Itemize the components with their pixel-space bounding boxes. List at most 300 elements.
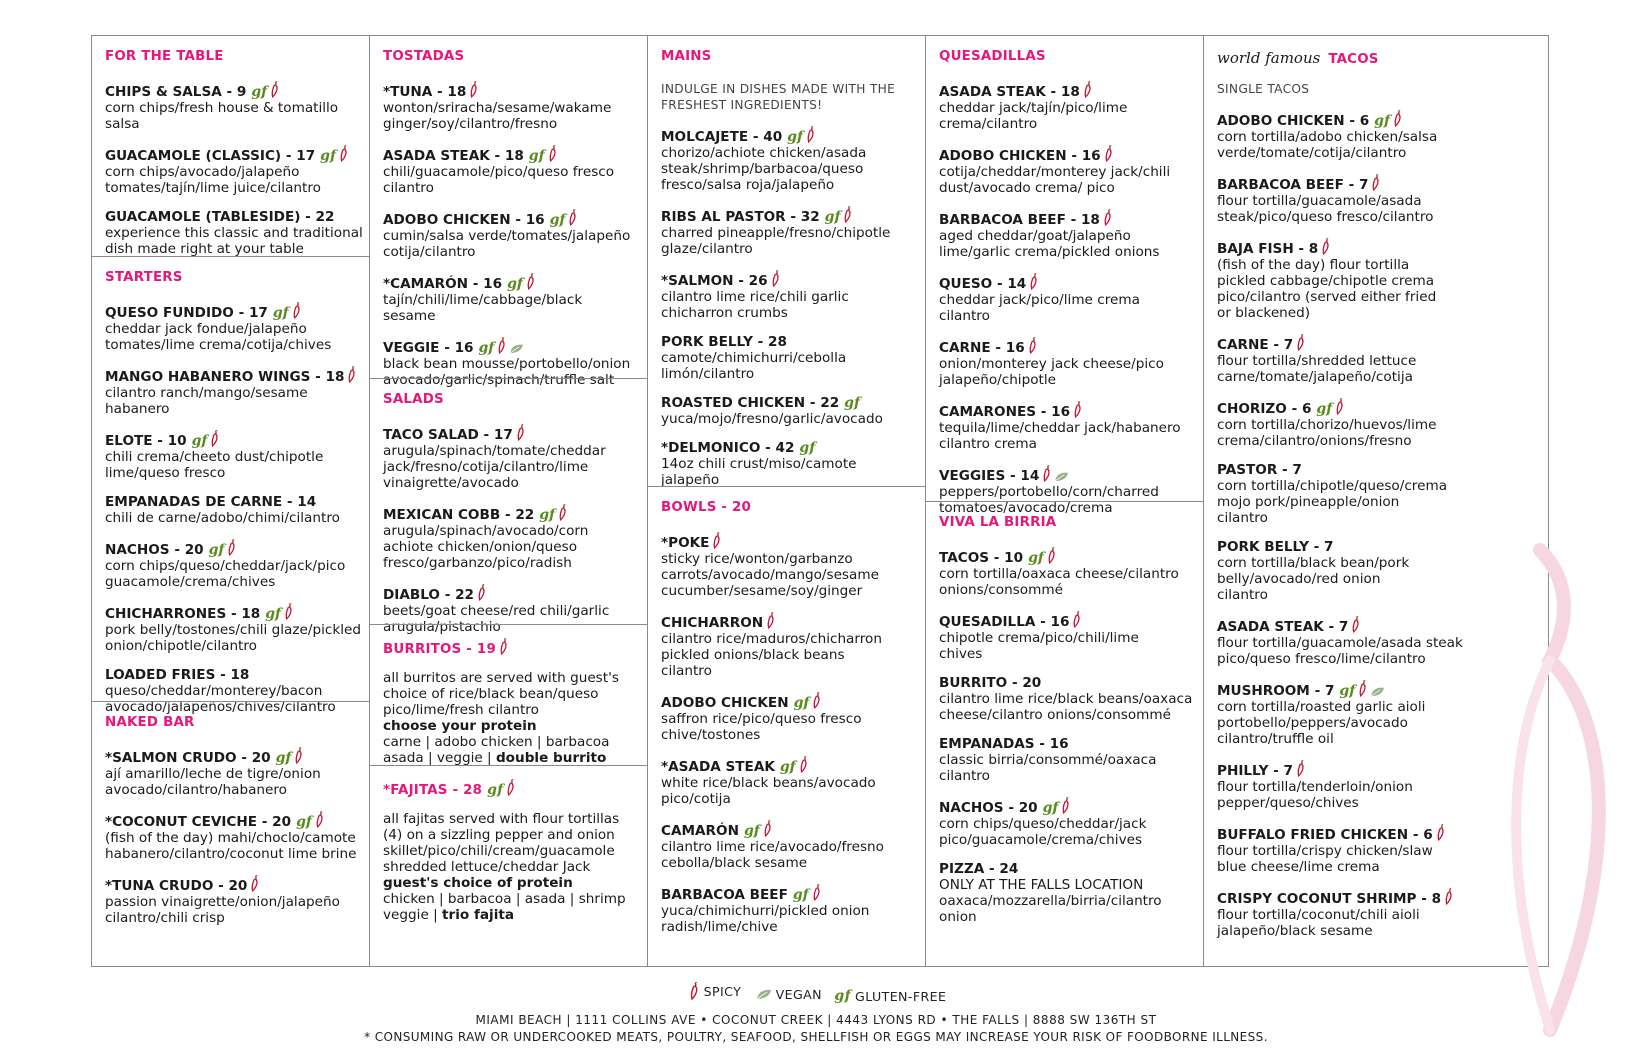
item-name-text: CAMARÓN: [661, 823, 739, 839]
spicy-pepper-icon: [476, 584, 487, 601]
vegan-leaf-icon: [509, 343, 524, 354]
item-name: [105, 494, 369, 510]
item-name-text: PHILLY - 7: [1217, 763, 1294, 779]
item-description: tequila/lime/cheddar jack/habanero cilantro crema: [939, 420, 1181, 452]
item-description: flour tortilla/guacamole/asada steak pico/queso fresco/lime/cilantro: [1217, 635, 1463, 667]
item-description: corn tortilla/adobo chicken/salsa verde/tomate/cotija/cilantro: [1217, 129, 1438, 161]
menu-item: [1217, 462, 1550, 526]
item-name: [105, 145, 369, 164]
spicy-pepper-icon: [688, 982, 700, 1000]
item-name-text: CARNE - 7: [1217, 337, 1294, 353]
item-name: [383, 209, 647, 228]
item-description: chili de carne/adobo/chimi/cilantro: [105, 510, 340, 526]
item-name: [939, 675, 1203, 691]
spicy-pepper-icon: [338, 145, 349, 162]
item-name: [383, 584, 647, 603]
menu-item: [661, 756, 925, 807]
spicy-pepper-icon: [468, 81, 479, 98]
item-name: [661, 820, 925, 839]
item-name: [383, 81, 647, 100]
gluten-free-mark: gf: [208, 542, 225, 558]
gluten-free-mark: gf: [528, 148, 545, 164]
item-name-text: ROASTED CHICKEN - 22: [661, 395, 840, 411]
item-description: arugula/spinach/avocado/corn achiote chicken/onion/queso fresco/garbanzo/pico/radish: [383, 523, 589, 571]
section-title: [939, 49, 1203, 68]
item-name-text: MUSHROOM - 7: [1217, 683, 1335, 699]
item-description: queso/cheddar/monterey/bacon avocado/jalapeños/chives/cilantro: [105, 683, 336, 715]
item-description: ONLY AT THE FALLS LOCATION oaxaca/mozzarella/birria/cilantro onion: [939, 877, 1162, 925]
spicy-pepper-icon: [314, 811, 325, 828]
item-description: saffron rice/pico/queso fresco chive/tostones: [661, 711, 862, 743]
item-description: cilantro rice/maduros/chicharron pickled onions/black beans cilantro: [661, 631, 882, 679]
menu-item: [661, 884, 925, 935]
item-name-text: ADOBO CHICKEN - 6: [1217, 113, 1370, 129]
legend-gluten-free: [834, 988, 946, 1004]
item-name: [661, 756, 925, 775]
item-description: sticky rice/wonton/garbanzo carrots/avocado/mango/sesame cucumber/sesame/soy/ginger: [661, 551, 879, 599]
gluten-free-mark: gf: [478, 340, 495, 356]
item-name-text: BURRITO - 20: [939, 675, 1042, 691]
item-name: [105, 430, 369, 449]
item-name-text: ADOBO CHICKEN - 16: [939, 148, 1101, 164]
item-name: [105, 302, 369, 321]
item-description: chili crema/cheeto dust/chipotle lime/queso fresco: [105, 449, 324, 481]
item-description: flour tortilla/coconut/chili aioli jalapeño/black sesame: [1217, 907, 1420, 939]
menu-item: [939, 145, 1203, 196]
item-name: [1217, 110, 1550, 129]
item-name-text: *ASADA STEAK: [661, 759, 775, 775]
section-title-text: BOWLS - 20: [661, 500, 752, 515]
choice-line: chicken | barbacoa | asada | shrimp: [383, 891, 626, 907]
menu-section: [648, 486, 925, 966]
menu-item: [383, 81, 647, 132]
menu-item: [105, 209, 369, 257]
gluten-free-mark: gf: [272, 305, 289, 321]
spicy-pepper-icon: [762, 820, 773, 837]
item-name: [661, 612, 925, 631]
item-name: [661, 692, 925, 711]
item-description: cumin/salsa verde/tomates/jalapeño cotija/cilantro: [383, 228, 631, 260]
item-name: [661, 395, 925, 411]
spicy-pepper-icon: [1370, 174, 1381, 191]
section-script-title: world famous: [1217, 49, 1321, 67]
item-name-text: VEGGIES - 14: [939, 468, 1040, 484]
legend-spicy-label: SPICY: [703, 983, 742, 999]
menu-column: [92, 36, 370, 966]
gluten-free-mark: gf: [844, 395, 860, 411]
item-name-text: CARNE - 16: [939, 340, 1025, 356]
gluten-free-mark: gf: [1316, 401, 1333, 417]
menu-item: [939, 337, 1203, 388]
menu-item: [661, 395, 925, 427]
section-title: [383, 49, 647, 68]
spicy-pepper-icon: [567, 209, 578, 226]
menu-item: [661, 126, 925, 193]
menu-item: [105, 302, 369, 353]
item-description: chorizo/achiote chicken/asada steak/shrimp/barbacoa/queso fresco/salsa roja/jalapeño: [661, 145, 867, 193]
item-name: [105, 209, 369, 225]
item-name: [661, 270, 925, 289]
item-description: flour tortilla/guacamole/asada steak/pico/queso fresco/cilantro: [1217, 193, 1434, 225]
section-title: [383, 392, 647, 411]
item-description: beets/goat cheese/red chili/garlic arugula/pistachio: [383, 603, 610, 635]
item-name-text: CAMARONES - 16: [939, 404, 1071, 420]
menu-section: [926, 501, 1203, 966]
section-title-text: NAKED BAR: [105, 715, 195, 730]
section-title: [105, 270, 369, 289]
item-description: wonton/sriracha/sesame/wakame ginger/soy/cilantro/fresno: [383, 100, 612, 132]
item-name-text: ASADA STEAK - 7: [1217, 619, 1349, 635]
spicy-pepper-icon: [1046, 547, 1057, 564]
item-name: [1217, 334, 1550, 353]
vegan-leaf-icon: [1054, 471, 1069, 482]
gluten-free-mark: gf: [1042, 800, 1059, 816]
item-name: [383, 337, 647, 356]
item-name-text: *CAMARÓN - 16: [383, 276, 503, 292]
item-description: flour tortilla/shredded lettuce carne/tomate/jalapeño/cotija: [1217, 353, 1417, 385]
menu-item: [661, 820, 925, 871]
spicy-pepper-icon: [547, 145, 558, 162]
spicy-pepper-icon: [525, 273, 536, 290]
section-title-text: STARTERS: [105, 270, 183, 285]
item-name: [1217, 238, 1550, 257]
item-name: [105, 875, 369, 894]
item-name-text: PORK BELLY - 7: [1217, 539, 1334, 555]
gluten-free-mark: gf: [296, 814, 312, 830]
menu-item: [105, 81, 369, 132]
legend-gluten-free-label: GLUTEN-FREE: [855, 988, 947, 1004]
item-name-text: GUACAMOLE (TABLESIDE) - 22: [105, 209, 335, 225]
item-name-text: PASTOR - 7: [1217, 462, 1302, 478]
item-description: corn tortilla/chipotle/queso/crema mojo pork/pineapple/onion cilantro: [1217, 478, 1448, 526]
item-name: [105, 81, 369, 100]
choice-line-text: asada | veggie |: [383, 750, 496, 766]
gluten-free-mark: gf: [1339, 683, 1356, 699]
item-name: [383, 424, 647, 443]
gluten-free-mark: gf: [824, 209, 841, 225]
pepper-watermark-icon: [1490, 540, 1610, 1044]
section-title-text: MAINS: [661, 49, 712, 64]
menu-frame: [91, 35, 1549, 967]
spicy-pepper-icon: [1102, 209, 1113, 226]
item-description: cheddar jack/tajín/pico/lime crema/cilantro: [939, 100, 1128, 132]
vegan-leaf-icon: [1370, 686, 1385, 697]
item-name: [1217, 174, 1550, 193]
section-title-text: TACOS: [1328, 52, 1379, 67]
spicy-pepper-icon: [1435, 824, 1446, 841]
gluten-free-mark: gf: [275, 750, 292, 766]
item-description: onion/monterey jack cheese/pico jalapeño/chipotle: [939, 356, 1164, 388]
item-description: corn tortilla/chorizo/huevos/lime crema/cilantro/onions/fresno: [1217, 417, 1437, 449]
item-name-text: *SALMON CRUDO - 20: [105, 750, 271, 766]
choice-bold: double burrito: [495, 750, 607, 766]
item-name-text: QUESADILLA - 16: [939, 614, 1070, 630]
spicy-pepper-icon: [1071, 611, 1082, 628]
item-name-text: ELOTE - 10: [105, 433, 187, 449]
spicy-pepper-icon: [515, 424, 526, 441]
spicy-pepper-icon: [805, 126, 816, 143]
section-intro: all fajitas served with flour tortillas (4) on a sizzling pepper and onion skillet/pico/chili/cream/guacamole shredded lettuce/cheddar Jack: [383, 811, 620, 875]
menu-item: [1217, 398, 1550, 449]
menu-item: [939, 675, 1203, 723]
footer-warning: * CONSUMING RAW OR UNDERCOOKED MEATS, POULTRY, SEAFOOD, SHELLFISH OR EGGS MAY INCREASE YOUR RISK OF FOODBORNE ILLNESS.: [364, 1030, 1268, 1044]
item-name-text: ASADA STEAK - 18: [383, 148, 524, 164]
menu-item: [105, 875, 369, 926]
choice-line: [383, 750, 647, 766]
spicy-pepper-icon: [249, 875, 260, 892]
section-title-text: QUESADILLAS: [939, 49, 1046, 64]
item-description: cilantro ranch/mango/sesame habanero: [105, 385, 308, 417]
choice-title: choose your protein: [383, 718, 537, 734]
item-name-text: BARBACOA BEEF: [661, 887, 788, 903]
item-name-text: TACO SALAD - 17: [383, 427, 513, 443]
item-name: [661, 440, 925, 456]
item-description: cilantro lime rice/black beans/oaxaca cheese/cilantro onions/consommé: [939, 691, 1193, 723]
menu-item: [105, 811, 369, 862]
item-description: yuca/mojo/fresno/garlic/avocado: [661, 411, 883, 427]
item-name: [939, 861, 1203, 877]
menu-item: [105, 494, 369, 526]
spicy-pepper-icon: [842, 206, 853, 223]
menu-item: [383, 504, 647, 571]
item-name-text: CRISPY COCONUT SHRIMP - 8: [1217, 891, 1442, 907]
item-name-text: *DELMONICO - 42: [661, 440, 795, 456]
item-name-text: MEXICAN COBB - 22: [383, 507, 535, 523]
choice-title: guest's choice of protein: [383, 875, 573, 891]
section-title: [939, 515, 1203, 534]
item-description: 14oz chili crust/miso/camote jalapeño: [661, 456, 857, 488]
menu-item: [383, 145, 647, 196]
item-description: cilantro lime rice/chili garlic chicharron crumbs: [661, 289, 849, 321]
item-name: [939, 81, 1203, 100]
item-name-text: QUESO FUNDIDO - 17: [105, 305, 268, 321]
spicy-pepper-icon: [1350, 616, 1361, 633]
item-name-text: *TUNA CRUDO - 20: [105, 878, 248, 894]
menu-item: [105, 603, 369, 654]
item-name-text: CHICHARRONES - 18: [105, 606, 261, 622]
menu-item: [939, 401, 1203, 452]
vegan-leaf-icon: [756, 988, 772, 1000]
spicy-pepper-icon: [811, 884, 822, 901]
menu-column: [648, 36, 926, 966]
spicy-pepper-icon: [1357, 680, 1368, 697]
item-name-text: MANGO HABANERO WINGS - 18: [105, 369, 345, 385]
item-name-text: ADOBO CHICKEN: [661, 695, 789, 711]
item-description: yuca/chimichurri/pickled onion radish/lime/chive: [661, 903, 870, 935]
item-name: [661, 334, 925, 350]
legend-vegan: [754, 987, 822, 1002]
item-name-text: NACHOS - 20: [105, 542, 204, 558]
menu-item: [939, 797, 1203, 848]
item-name: [939, 145, 1203, 164]
item-name-text: BAJA FISH - 8: [1217, 241, 1319, 257]
item-description: peppers/portobello/corn/charred tomatoes/avocado/crema: [939, 484, 1159, 516]
spicy-pepper-icon: [1060, 797, 1071, 814]
item-description: black bean mousse/portobello/onion avocado/garlic/spinach/truffle salt: [383, 356, 631, 388]
section-title: [105, 715, 369, 734]
menu-section: [92, 36, 369, 256]
gluten-free-mark: gf: [507, 276, 523, 292]
menu-section: [370, 624, 647, 765]
item-name-text: BUFFALO FRIED CHICKEN - 6: [1217, 827, 1433, 843]
legend: [0, 982, 1632, 1004]
gluten-free-mark: gf: [743, 823, 760, 839]
item-description: charred pineapple/fresno/chipotle glaze/cilantro: [661, 225, 891, 257]
menu-item: [661, 532, 925, 599]
spicy-pepper-icon: [209, 430, 220, 447]
menu-item: [939, 611, 1203, 662]
spicy-pepper-icon: [498, 638, 509, 655]
item-name-text: GUACAMOLE (CLASSIC) - 17: [105, 148, 316, 164]
footer-locations: MIAMI BEACH | 1111 COLLINS AVE • COCONUT CREEK | 4443 LYONS RD • THE FALLS | 8888 SW 136TH ST: [475, 1013, 1157, 1027]
spicy-pepper-icon: [1103, 145, 1114, 162]
item-name-text: ADOBO CHICKEN - 16: [383, 212, 545, 228]
item-description: corn chips/avocado/jalapeño tomates/tajín/lime juice/cilantro: [105, 164, 321, 196]
item-description: passion vinaigrette/onion/jalapeño cilantro/chili crisp: [105, 894, 340, 926]
gluten-free-mark: gf: [487, 782, 504, 798]
menu-item: [1217, 238, 1550, 321]
item-description: experience this classic and traditional dish made right at your table: [105, 225, 363, 257]
choice-bold: trio fajita: [442, 907, 515, 923]
item-name: [661, 532, 925, 551]
item-description: white rice/black beans/avocado pico/cotija: [661, 775, 876, 807]
item-description: corn chips/fresh house & tomatillo salsa: [105, 100, 339, 132]
spicy-pepper-icon: [283, 603, 294, 620]
item-name-text: BARBACOA BEEF - 18: [939, 212, 1100, 228]
spicy-pepper-icon: [811, 692, 822, 709]
spicy-pepper-icon: [293, 747, 304, 764]
item-name: [939, 209, 1203, 228]
item-name-text: CHICHARRON: [661, 615, 764, 631]
item-description: flour tortilla/crispy chicken/slaw blue cheese/lime crema: [1217, 843, 1433, 875]
menu-item: [383, 273, 647, 324]
gluten-free-mark: gf: [834, 988, 852, 1004]
gluten-free-mark: gf: [799, 440, 816, 456]
spicy-pepper-icon: [1295, 760, 1306, 777]
item-name: [383, 145, 647, 164]
item-description: corn tortilla/oaxaca cheese/cilantro onions/consommé: [939, 566, 1179, 598]
spicy-pepper-icon: [1295, 334, 1306, 351]
menu-item: [105, 747, 369, 798]
menu-item: [939, 81, 1203, 132]
item-name: [383, 504, 647, 523]
gluten-free-mark: gf: [1374, 113, 1390, 129]
item-name-text: QUESO - 14: [939, 276, 1027, 292]
item-name-text: *COCONUT CEVICHE - 20: [105, 814, 292, 830]
spicy-pepper-icon: [505, 779, 516, 796]
item-description: corn chips/queso/cheddar/jack pico/guacamole/crema/chives: [939, 816, 1147, 848]
menu-item: [939, 273, 1203, 324]
item-name: [939, 465, 1203, 484]
menu-item: [661, 612, 925, 679]
item-name: [105, 811, 369, 830]
section-title-text: *FAJITAS - 28: [383, 783, 483, 798]
item-description: arugula/spinach/tomate/cheddar jack/fresno/cotija/cilantro/lime vinaigrette/avocado: [383, 443, 606, 491]
item-name-text: ASADA STEAK - 18: [939, 84, 1080, 100]
menu-item: [661, 692, 925, 743]
item-name: [939, 547, 1203, 566]
item-description: cilantro lime rice/avocado/fresno cebolla/black sesame: [661, 839, 884, 871]
menu-section: [92, 256, 369, 715]
item-name: [939, 797, 1203, 816]
item-description: chili/guacamole/pico/queso fresco cilantro: [383, 164, 615, 196]
item-description: cheddar jack fondue/jalapeño tomates/lime crema/cotija/chives: [105, 321, 332, 353]
menu-item: [105, 145, 369, 196]
spicy-pepper-icon: [1041, 465, 1052, 482]
menu-item: [383, 209, 647, 260]
spicy-pepper-icon: [346, 366, 357, 383]
item-name: [105, 539, 369, 558]
spicy-pepper-icon: [1334, 398, 1345, 415]
item-name: [105, 667, 369, 683]
item-name-text: TACOS - 10: [939, 550, 1024, 566]
item-description: cheddar jack/pico/lime crema cilantro: [939, 292, 1140, 324]
item-name: [105, 747, 369, 766]
item-description: ají amarillo/leche de tigre/onion avocado/cilantro/habanero: [105, 766, 321, 798]
item-name-text: VEGGIE - 16: [383, 340, 474, 356]
gluten-free-mark: gf: [793, 695, 810, 711]
section-title-text: SALADS: [383, 392, 444, 407]
item-name-text: EMPANADAS DE CARNE - 14: [105, 494, 317, 510]
item-description: tajín/chili/lime/cabbage/black sesame: [383, 292, 583, 324]
menu-item: [939, 736, 1203, 784]
menu-item: [1217, 110, 1550, 161]
spicy-pepper-icon: [765, 612, 776, 629]
menu-item: [939, 209, 1203, 260]
item-name-text: BARBACOA BEEF - 7: [1217, 177, 1369, 193]
menu-item: [1217, 334, 1550, 385]
menu-column: [370, 36, 648, 966]
menu-item: [661, 334, 925, 382]
item-name: [939, 736, 1203, 752]
gluten-free-mark: gf: [320, 148, 336, 164]
item-name-text: NACHOS - 20: [939, 800, 1038, 816]
spicy-pepper-icon: [711, 532, 722, 549]
section-title-text: FOR THE TABLE: [105, 49, 224, 64]
gluten-free-mark: gf: [792, 887, 809, 903]
section-note: SINGLE TACOS: [1217, 82, 1310, 96]
legend-vegan-label: VEGAN: [775, 986, 823, 1002]
item-name: [939, 273, 1203, 292]
item-name: [939, 337, 1203, 356]
gluten-free-mark: gf: [779, 759, 796, 775]
item-description: (fish of the day) flour tortilla pickled cabbage/chipotle crema pico/cilantro (served either fried or blackened): [1217, 257, 1437, 321]
item-name-text: PORK BELLY - 28: [661, 334, 787, 350]
menu-item: [661, 270, 925, 321]
choice-line: [383, 907, 647, 923]
choice-line: carne | adobo chicken | barbacoa: [383, 734, 610, 750]
item-name-text: LOADED FRIES - 18: [105, 667, 250, 683]
legend-spicy: [686, 982, 742, 1000]
item-description: corn chips/queso/cheddar/jack/pico guacamole/crema/chives: [105, 558, 346, 590]
section-title: [383, 779, 647, 798]
menu-item: [105, 539, 369, 590]
choice-line-text: veggie |: [383, 907, 443, 923]
item-name-text: CHIPS & SALSA - 9: [105, 84, 247, 100]
item-name-text: PIZZA - 24: [939, 861, 1019, 877]
section-note: INDULGE IN DISHES MADE WITH THE FRESHEST INGREDIENTS!: [661, 82, 896, 112]
spicy-pepper-icon: [291, 302, 302, 319]
item-name: [939, 611, 1203, 630]
menu-section: [92, 701, 369, 966]
menu-column: [926, 36, 1204, 966]
item-description: aged cheddar/goat/jalapeño lime/garlic crema/pickled onions: [939, 228, 1160, 260]
section-title: [1217, 49, 1550, 68]
menu-item: [939, 547, 1203, 598]
item-description: flour tortilla/tenderloin/onion pepper/queso/chives: [1217, 779, 1413, 811]
gluten-free-mark: gf: [251, 84, 268, 100]
item-description: (fish of the day) mahi/choclo/camote habanero/cilantro/coconut lime brine: [105, 830, 357, 862]
